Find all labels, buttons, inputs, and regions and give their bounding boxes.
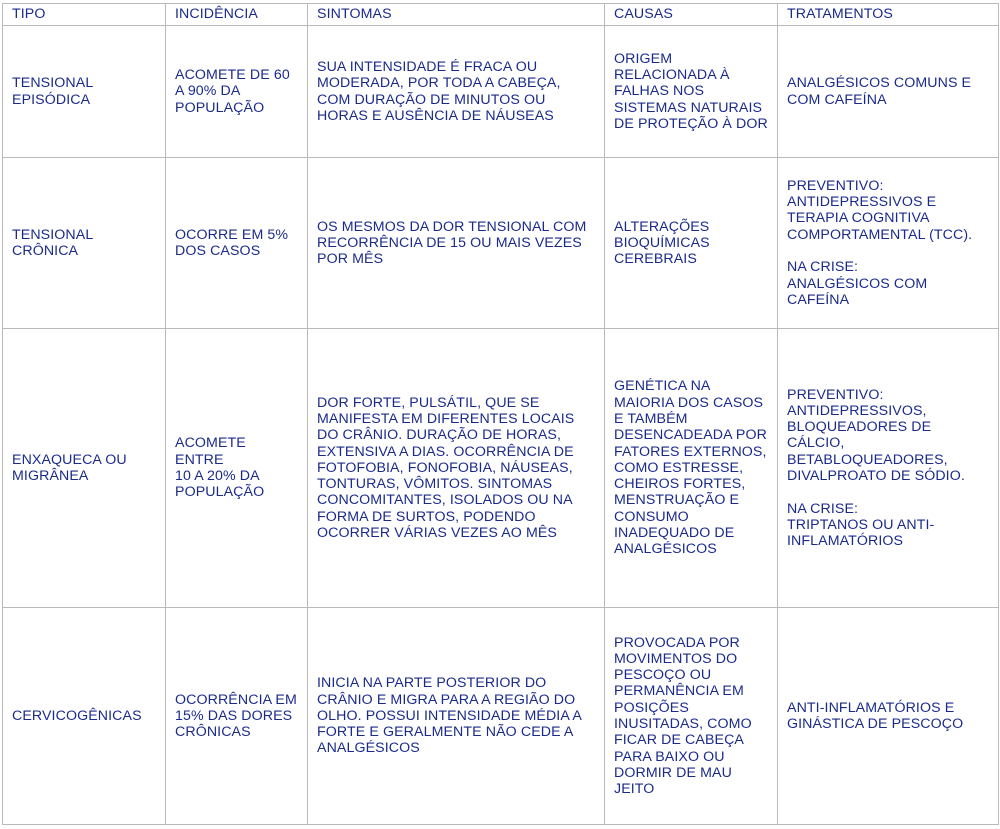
cell-tratamentos: ANTI-INFLAMATÓRIOS E GINÁSTICA DE PESCOÇO <box>778 608 999 825</box>
cell-tratamentos: PREVENTIVO: ANTIDEPRESSIVOS, BLOQUEADORES DE CÁLCIO, BETABLOQUEADORES, DIVALPROATO DE SÓDIO. NA CRISE: TRIPTANOS OU ANTI- INFLAMATÓRIOS <box>778 329 999 608</box>
table-row <box>3 26 999 158</box>
cell-sintomas: SUA INTENSIDADE É FRACA OU MODERADA, POR TODA A CABEÇA, COM DURAÇÃO DE MINUTOS OU HORAS E AUSÊNCIA DE NÁUSEAS <box>308 26 605 158</box>
table-row <box>3 608 999 825</box>
cell-tipo: TENSIONAL EPISÓDICA <box>3 26 166 158</box>
table-row <box>3 329 999 608</box>
cell-tipo: ENXAQUECA OU MIGRÂNEA <box>3 329 166 608</box>
cell-sintomas: INICIA NA PARTE POSTERIOR DO CRÂNIO E MIGRA PARA A REGIÃO DO OLHO. POSSUI INTENSIDADE MÉDIA A FORTE E GERALMENTE NÃO CEDE A ANALGÉSICOS <box>308 608 605 825</box>
header-tratamentos: TRATAMENTOS <box>778 4 999 26</box>
cell-tratamentos: ANALGÉSICOS COMUNS E COM CAFEÍNA <box>778 26 999 158</box>
header-tipo: TIPO <box>3 4 166 26</box>
header-sintomas: SINTOMAS <box>308 4 605 26</box>
header-causas: CAUSAS <box>605 4 778 26</box>
cell-incidencia: OCORRE EM 5% DOS CASOS <box>166 158 308 329</box>
cell-sintomas: DOR FORTE, PULSÁTIL, QUE SE MANIFESTA EM DIFERENTES LOCAIS DO CRÂNIO. DURAÇÃO DE HORAS, EXTENSIVA A DIAS. OCORRÊNCIA DE FOTOFOBIA, FONOFOBIA, NÁUSEAS, TONTURAS, VÔMITOS. SINTOMAS CONCOMITANTES, ISOLADOS OU NA FORMA DE SURTOS, PODENDO OCORRER VÁRIAS VEZES AO MÊS <box>308 329 605 608</box>
headache-types-table <box>2 3 999 825</box>
cell-causas: ORIGEM RELACIONADA À FALHAS NOS SISTEMAS NATURAIS DE PROTEÇÃO À DOR <box>605 26 778 158</box>
cell-tipo: CERVICOGÊNICAS <box>3 608 166 825</box>
cell-tratamentos: PREVENTIVO: ANTIDEPRESSIVOS E TERAPIA COGNITIVA COMPORTAMENTAL (TCC). NA CRISE: ANALGÉSICOS COM CAFEÍNA <box>778 158 999 329</box>
cell-sintomas: OS MESMOS DA DOR TENSIONAL COM RECORRÊNCIA DE 15 OU MAIS VEZES POR MÊS <box>308 158 605 329</box>
cell-incidencia: ACOMETE DE 60 A 90% DA POPULAÇÃO <box>166 26 308 158</box>
cell-causas: ALTERAÇÕES BIOQUÍMICAS CEREBRAIS <box>605 158 778 329</box>
table-header <box>3 4 999 26</box>
header-row <box>3 4 999 26</box>
cell-incidencia: ACOMETE ENTRE 10 A 20% DA POPULAÇÃO <box>166 329 308 608</box>
header-incidencia: INCIDÊNCIA <box>166 4 308 26</box>
cell-causas: GENÉTICA NA MAIORIA DOS CASOS E TAMBÉM DESENCADEADA POR FATORES EXTERNOS, COMO ESTRESSE, CHEIROS FORTES, MENSTRUAÇÃO E CONSUMO INADEQUADO DE ANALGÉSICOS <box>605 329 778 608</box>
table-body <box>3 26 999 825</box>
cell-incidencia: OCORRÊNCIA EM 15% DAS DORES CRÔNICAS <box>166 608 308 825</box>
table-row <box>3 158 999 329</box>
cell-tipo: TENSIONAL CRÔNICA <box>3 158 166 329</box>
cell-causas: PROVOCADA POR MOVIMENTOS DO PESCOÇO OU PERMANÊNCIA EM POSIÇÕES INUSITADAS, COMO FICAR DE CABEÇA PARA BAIXO OU DORMIR DE MAU JEITO <box>605 608 778 825</box>
